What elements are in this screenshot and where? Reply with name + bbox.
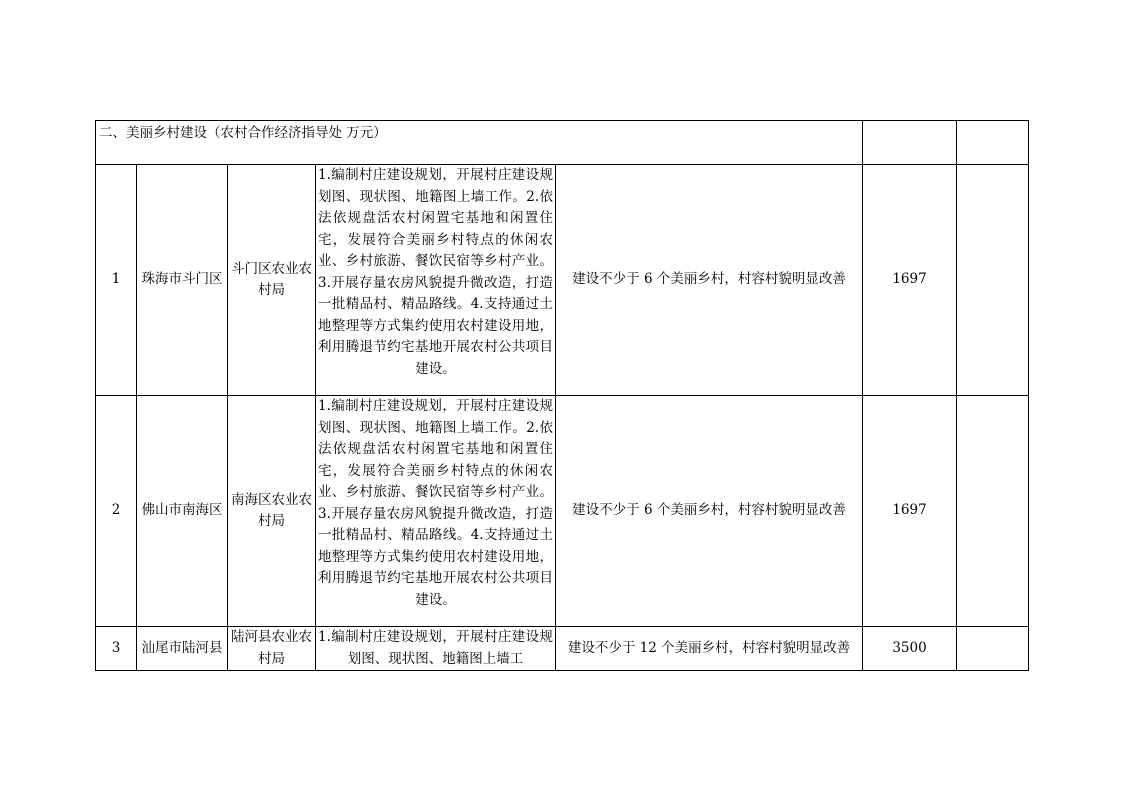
amount-cell: 3500 (863, 627, 957, 671)
project-table (95, 120, 1029, 671)
remark-cell (957, 627, 1029, 671)
section-title: 二、美丽乡村建设（农村合作经济指导处 万元） (96, 121, 863, 165)
region-cell: 佛山市南海区 (137, 396, 228, 627)
remark-cell (957, 165, 1029, 396)
unit-cell: 陆河县农业农村局 (228, 627, 316, 671)
region-cell: 汕尾市陆河县 (137, 627, 228, 671)
remark-cell (957, 396, 1029, 627)
target-cell: 建设不少于 6 个美丽乡村，村容村貌明显改善 (556, 165, 863, 396)
row-number: 1 (96, 165, 137, 396)
table-row (96, 396, 1029, 627)
measures-cell (316, 627, 556, 671)
section-remark-cell (957, 121, 1029, 165)
table-row (96, 627, 1029, 671)
row-number: 3 (96, 627, 137, 671)
unit-cell: 南海区农业农村局 (228, 396, 316, 627)
unit-cell: 斗门区农业农村局 (228, 165, 316, 396)
target-cell: 建设不少于 6 个美丽乡村，村容村貌明显改善 (556, 396, 863, 627)
target-cell: 建设不少于 12 个美丽乡村，村容村貌明显改善 (556, 627, 863, 671)
region-cell: 珠海市斗门区 (137, 165, 228, 396)
measures-cell: 1.编制村庄建设规划，开展村庄建设规划图、现状图、地籍图上墙工作。2.依法依规盘活农村闲置宅基地和闲置住宅，发展符合美丽乡村特点的休闲农业、乡村旅游、餐饮民宿等乡村产业。3.开展存量农房风貌提升微改造，打造一批精品村、精品路线。4.支持通过土地整理等方式集约使用农村建设用地，利用腾退节约宅基地开展农村公共项目建设。 (316, 396, 556, 627)
amount-cell: 1697 (863, 396, 957, 627)
table-row (96, 165, 1029, 396)
row-number: 2 (96, 396, 137, 627)
section-amount-cell (863, 121, 957, 165)
measures-text: 1.编制村庄建设规划，开展村庄建设规划图、现状图、地籍图上墙工 (318, 629, 553, 667)
section-header-row (96, 121, 1029, 165)
measures-cell: 1.编制村庄建设规划，开展村庄建设规划图、现状图、地籍图上墙工作。2.依法依规盘活农村闲置宅基地和闲置住宅，发展符合美丽乡村特点的休闲农业、乡村旅游、餐饮民宿等乡村产业。3.开展存量农房风貌提升微改造，打造一批精品村、精品路线。4.支持通过土地整理等方式集约使用农村建设用地，利用腾退节约宅基地开展农村公共项目建设。 (316, 165, 556, 396)
amount-cell: 1697 (863, 165, 957, 396)
